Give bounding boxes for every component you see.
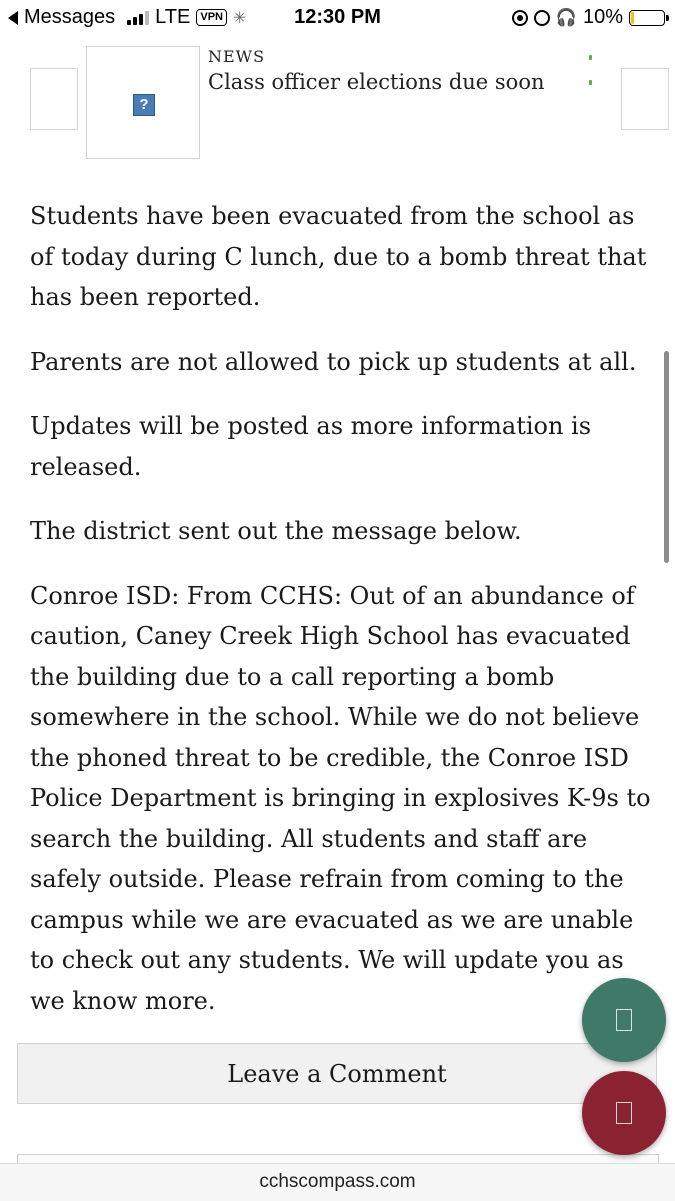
- article-paragraph: Students have been evacuated from the school as of today during C lunch, due to a bomb threat that has been reported.: [30, 202, 647, 311]
- network-type: LTE: [155, 6, 191, 28]
- clock: 12:30 PM: [294, 6, 381, 28]
- carousel-prev-box[interactable]: [30, 68, 78, 130]
- leave-comment-label: Leave a Comment: [227, 1059, 447, 1088]
- article-paragraph: Parents are not allowed to pick up students at all.: [30, 347, 637, 376]
- url-bar[interactable]: [0, 1163, 675, 1201]
- scrollbar[interactable]: [664, 351, 669, 563]
- activity-spinner-icon: ✳: [232, 9, 247, 27]
- article-paragraph: Updates will be posted as more information is released.: [30, 412, 592, 481]
- url-text: cchscompass.com: [259, 1171, 416, 1192]
- comment-icon: [616, 1102, 632, 1124]
- back-label: Messages: [24, 6, 116, 28]
- status-right: [512, 6, 665, 29]
- decorative-dot-icon: [589, 55, 592, 60]
- alarm-icon: [534, 10, 550, 26]
- broken-image-icon: ?: [133, 94, 155, 116]
- decorative-dot-icon: [589, 80, 592, 85]
- leave-comment-button[interactable]: [17, 1043, 657, 1104]
- news-category[interactable]: NEWS: [208, 47, 266, 66]
- share-fab-button[interactable]: [582, 978, 666, 1062]
- headphones-icon: 🎧: [555, 7, 577, 27]
- battery-percent: 10%: [582, 6, 623, 28]
- comment-fab-button[interactable]: [582, 1071, 666, 1155]
- article-paragraph: The district sent out the message below.: [30, 517, 522, 545]
- status-bar: [0, 0, 675, 36]
- news-headline-link[interactable]: Class officer elections due soon: [208, 70, 545, 94]
- article-paragraph: Conroe ISD: From CCHS: Out of an abundance of caution, Caney Creek High School has evacuated the building due to a call reporting a bomb somewhere in the school. While we do not believe the phoned threat to be credible, the Conroe ISD Police Department is bringing in explosives K-9s to search the building. All students and staff are safely outside. Please refrain from coming to the campus while we are evacuated as we are unable to check out any students. We will update you as we know more.: [30, 581, 651, 1015]
- carousel-next-box[interactable]: [621, 68, 669, 130]
- share-icon: [616, 1009, 632, 1031]
- orientation-lock-icon: [512, 10, 528, 26]
- vpn-badge: VPN: [196, 9, 227, 26]
- battery-icon: [629, 10, 665, 26]
- news-thumbnail[interactable]: [86, 46, 200, 159]
- article-body: [30, 196, 660, 1045]
